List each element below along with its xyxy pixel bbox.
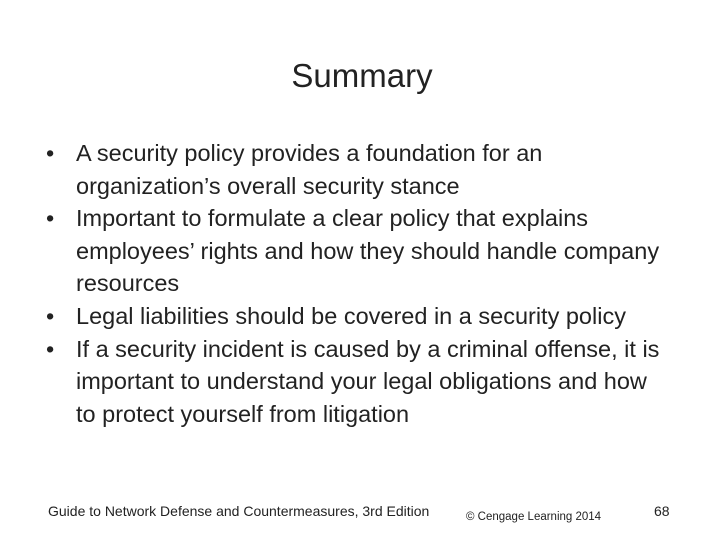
bullet-item bbox=[46, 202, 666, 300]
bullet-marker: • bbox=[46, 205, 55, 232]
bullet-item bbox=[46, 300, 666, 333]
bullet-item bbox=[46, 333, 666, 431]
bullet-marker: • bbox=[46, 302, 55, 329]
slide-title bbox=[0, 56, 720, 96]
bullet-marker: • bbox=[46, 335, 55, 362]
bullet-marker: • bbox=[46, 140, 55, 166]
bullet-text: Important to formulate a clear policy that explains employees’ rights and how they should handle company resources bbox=[76, 205, 660, 297]
bullet-item bbox=[46, 137, 666, 202]
bullet-text: If a security incident is caused by a criminal offense, it is important to understand your legal obligations and how to protect yourself from litigation bbox=[76, 335, 660, 427]
footer-book-title: Guide to Network Defense and Countermeasures, 3rd Edition bbox=[48, 503, 430, 519]
footer-copyright: © Cengage Learning 2014 bbox=[466, 511, 602, 523]
slide-title-text: Summary bbox=[291, 57, 433, 94]
bullet-text: Legal liabilities should be covered in a security policy bbox=[76, 302, 626, 329]
bullet-text: A security policy provides a foundation for an organization’s overall security stance bbox=[76, 140, 543, 199]
bullet-list bbox=[46, 137, 666, 430]
footer-page-number: 68 bbox=[654, 503, 670, 519]
